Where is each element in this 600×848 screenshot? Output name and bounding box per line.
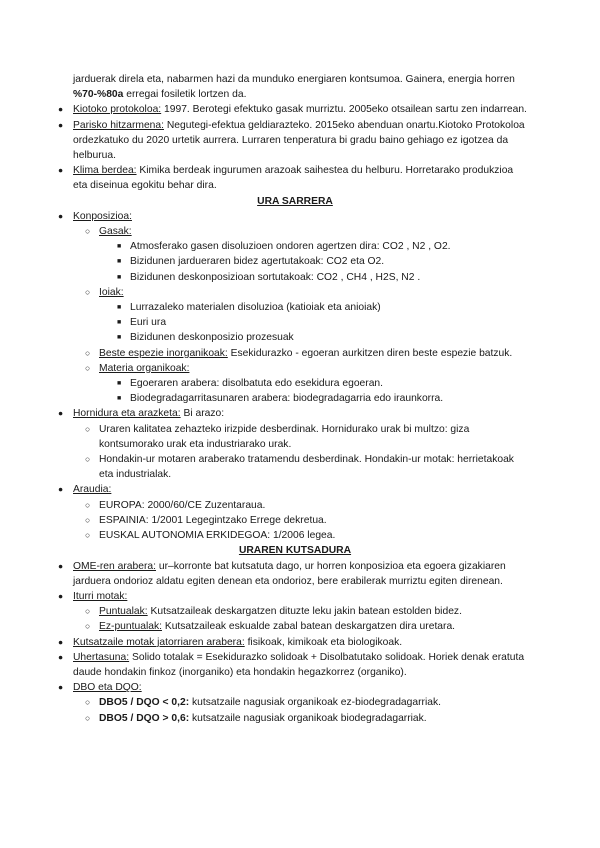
term-kiotoko: Kiotoko protokoloa: bbox=[73, 104, 162, 116]
list-item bbox=[86, 619, 530, 634]
term-uhertasuna: Uhertasuna: bbox=[73, 651, 130, 663]
list-item: ■ Biodegradagarritasunaren arabera: biodegradagarria edo iraunkorra. bbox=[116, 391, 530, 406]
list-item bbox=[60, 209, 530, 224]
section-heading-ura-sarrera: URA SARRERA bbox=[257, 195, 333, 207]
document-body bbox=[60, 72, 530, 726]
list-item bbox=[86, 695, 530, 710]
list-item bbox=[86, 711, 530, 726]
list-item bbox=[60, 406, 530, 421]
list-item bbox=[60, 680, 530, 695]
term-materia-organikoak: Materia organikoak: bbox=[99, 362, 190, 374]
top-bullet-list bbox=[60, 102, 530, 193]
term-beste-espezie: Beste espezie inorganikoak: bbox=[99, 347, 228, 359]
list-item bbox=[86, 285, 530, 300]
definition: kutsatzaile nagusiak organikoak ez-biodegradagarriak. bbox=[189, 697, 441, 709]
list-item: ○ Hondakin-ur motaren araberako tratamendu desberdinak. Hondakin-ur motak: herrietakoak eta industrialak. bbox=[86, 452, 530, 482]
definition: Negutegi-efektua geldiarazteko. 2015eko abenduan onartu.Kiotoko Protokoloa ordezkatuko du 2020 urtetik aurrera. Lurraren tenperatura bi gradu baino gehiago ez igotzea da helburua. bbox=[73, 119, 525, 162]
list-item bbox=[60, 559, 530, 589]
definition: Esekidurazko - egoeran aurkitzen diren beste espezie batzuk. bbox=[227, 347, 513, 359]
term-gasak: Gasak: bbox=[99, 226, 132, 238]
term-konposizioa: Konposizioa: bbox=[73, 210, 132, 222]
term-ioiak: Ioiak: bbox=[99, 286, 124, 298]
list-item: ○ EUSKAL AUTONOMIA ERKIDEGOA: 1/2006 legea. bbox=[86, 528, 530, 543]
definition: Kutsatzaileak deskargatzen dituzte leku jakin batean estolden bidez. bbox=[147, 606, 462, 618]
list-item: ○ ESPAINIA: 1/2001 Legegintzako Errege dekretua. bbox=[86, 513, 530, 528]
term-dbo-ratio-low: DBO5 / DQO < 0,2: bbox=[99, 697, 190, 709]
list-item: ■ Atmosferako gasen disoluzioen ondoren agertzen dira: CO2 , N2 , O2. bbox=[116, 239, 530, 254]
definition: ur–korronte bat kutsatuta dago, ur horren konposizioa eta egoera gizakiaren jarduera ondorioz aldatu egiten denean eta ondorioz, bere erabilerak murriztu egiten direnean. bbox=[73, 560, 506, 587]
definition: Kimika berdeak ingurumen arazoak saihestea du helburu. Horretarako produkzioa eta diseinua egokitu behar dira. bbox=[73, 165, 514, 192]
list-item bbox=[60, 163, 530, 193]
term-hornidura: Hornidura eta arazketa: bbox=[73, 408, 181, 420]
section2-list bbox=[60, 559, 530, 726]
definition: Kutsatzaileak eskualde zabal batean deskargatzen dira uretara. bbox=[161, 621, 456, 633]
term-puntualak: Puntualak: bbox=[99, 606, 148, 618]
list-item: ■ Lurrazaleko materialen disoluzioa (katioiak eta anioiak) bbox=[116, 300, 530, 315]
term-ome: OME-ren arabera: bbox=[73, 560, 156, 572]
definition: Solido totalak = Esekidurazko solidoak + Disolbatutako solidoak. Horiek denak eratuta daude hondakin finkoz (inorganiko) eta hondakin hegazkorrez (organiko). bbox=[73, 651, 525, 678]
term-parisko: Parisko hitzarmena: bbox=[73, 119, 164, 131]
definition: 1997. Berotegi efektuko gasak murriztu. 2005eko otsailean sartu zen indarrean. bbox=[161, 104, 527, 116]
definition: fisikoak, kimikoak eta biologikoak. bbox=[244, 636, 403, 648]
list-item bbox=[86, 604, 530, 619]
term-dbo-dqo: DBO eta DQO: bbox=[73, 682, 142, 694]
list-item: ■ Egoeraren arabera: disolbatuta edo esekidura egoeran. bbox=[116, 376, 530, 391]
intro-text: jarduerak direla eta, nabarmen hazi da munduko energiaren kontsumoa. Gainera, energia horren bbox=[73, 74, 515, 85]
list-item bbox=[60, 635, 530, 650]
term-klima: Klima berdea: bbox=[73, 165, 137, 177]
intro-paragraph bbox=[73, 72, 530, 102]
list-item bbox=[86, 361, 530, 376]
list-item: ■ Euri ura bbox=[116, 315, 530, 330]
intro-percentage: %70-%80a bbox=[73, 89, 124, 101]
list-item bbox=[86, 346, 530, 361]
term-ez-puntualak: Ez-puntualak: bbox=[99, 621, 162, 633]
list-item bbox=[60, 118, 530, 164]
list-item bbox=[60, 482, 530, 497]
list-item bbox=[86, 224, 530, 239]
list-item: ■ Bizidunen jardueraren bidez agertutakoak: CO2 eta O2. bbox=[116, 254, 530, 269]
list-item bbox=[60, 102, 530, 117]
list-item: ○ EUROPA: 2000/60/CE Zuzentaraua. bbox=[86, 498, 530, 513]
section1-list bbox=[60, 209, 530, 543]
section-heading-uraren-kutsadura: URAREN KUTSADURA bbox=[238, 545, 352, 557]
definition: Bi arazo: bbox=[180, 408, 225, 420]
term-iturri-motak: Iturri motak: bbox=[73, 590, 128, 602]
intro-text-end: erregai fosiletik lortzen da. bbox=[123, 89, 247, 101]
term-dbo-ratio-high: DBO5 / DQO > 0,6: bbox=[99, 712, 190, 724]
definition: kutsatzaile nagusiak organikoak biodegradagarriak. bbox=[189, 712, 427, 724]
list-item bbox=[60, 650, 530, 680]
list-item: ■ Bizidunen deskonposizio prozesuak bbox=[116, 330, 530, 345]
list-item bbox=[60, 589, 530, 604]
term-araudia: Araudia: bbox=[73, 484, 112, 496]
term-jatorria: Kutsatzaile motak jatorriaren arabera: bbox=[73, 636, 245, 648]
list-item: ○ Uraren kalitatea zehazteko irizpide desberdinak. Hornidurako urak bi multzo: giza kontsumorako urak eta industriarako urak. bbox=[86, 422, 530, 452]
list-item: ■ Bizidunen deskonposizioan sortutakoak: CO2 , CH4 , H2S, N2 . bbox=[116, 270, 530, 285]
